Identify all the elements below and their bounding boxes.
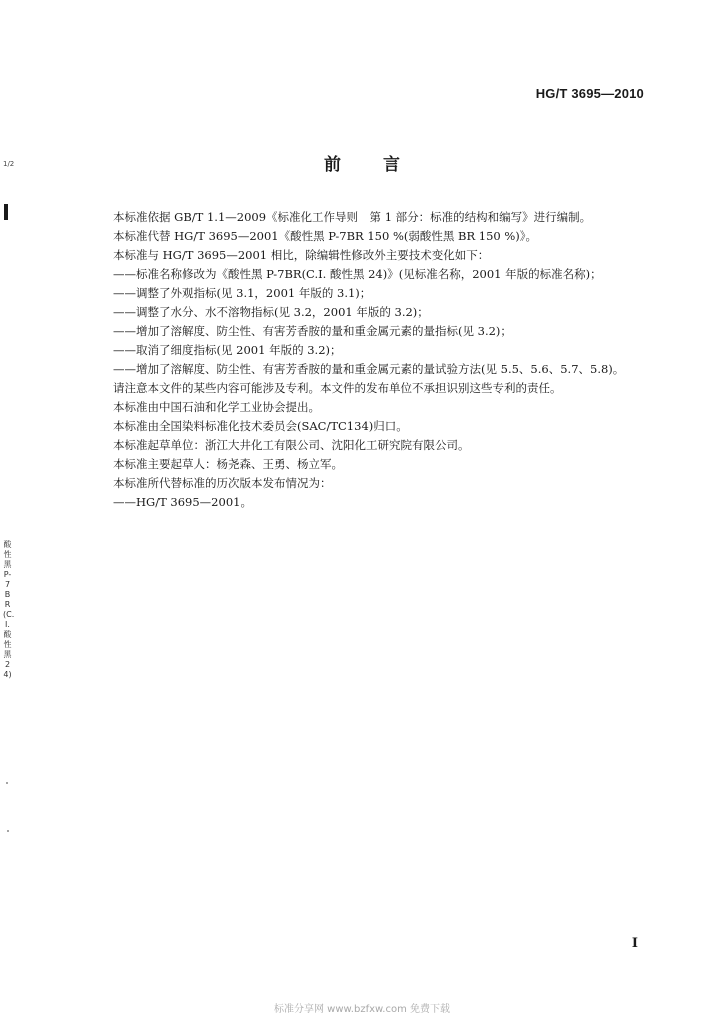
paragraph-line: 本标准依据 GB/T 1.1—2009《标准化工作导则 第 1 部分：标准的结构和编写》进行编制。 (113, 210, 592, 224)
paragraph-line: 本标准由中国石油和化学工业协会提出。 (113, 400, 320, 414)
paragraph-line: 本标准与 HG/T 3695—2001 相比，除编辑性修改外主要技术变化如下： (113, 248, 490, 262)
scan-speck (6, 782, 8, 784)
scan-speck (7, 830, 9, 832)
document-code: HG/T 3695—2010 (535, 86, 644, 101)
paragraph-line: ——取消了细度指标(见 2001 年版的 3.2)； (113, 343, 342, 357)
paragraph-line: 请注意本文件的某些内容可能涉及专利。本文件的发布单位不承担识别这些专利的责任。 (113, 381, 562, 395)
margin-bar (4, 204, 8, 220)
paragraph-line: ——HG/T 3695—2001。 (113, 495, 252, 509)
page-title: 前言 (324, 155, 442, 175)
paragraph-line: 本标准由全国染料标准化技术委员会(SAC/TC134)归口。 (113, 419, 408, 433)
side-label: 酸性黑P-7BR(C.I.酸性黑24) (3, 540, 15, 679)
page-number: I (631, 936, 638, 951)
paragraph-line: 本标准代替 HG/T 3695—2001《酸性黑 P-7BR 150 %(弱酸性黑 BR 150 %)》。 (113, 229, 538, 243)
foreword-body (113, 208, 673, 512)
page-marker: 1/2 (3, 160, 15, 168)
paragraph-line: ——标准名称修改为《酸性黑 P-7BR(C.I. 酸性黑 24)》(见标准名称，2001 年版的标准名称)； (113, 267, 602, 281)
footer-watermark: 标准分享网 www.bzfxw.com 免费下载 (274, 1004, 450, 1015)
paragraph-line: ——增加了溶解度、防尘性、有害芳香胺的量和重金属元素的量指标(见 3.2)； (113, 324, 512, 338)
paragraph-line: ——增加了溶解度、防尘性、有害芳香胺的量和重金属元素的量试验方法(见 5.5、5.6、5.7、5.8)。 (113, 362, 625, 376)
paragraph-line: 本标准主要起草人：杨尧森、王勇、杨立军。 (113, 457, 343, 471)
paragraph-line: 本标准所代替标准的历次版本发布情况为： (113, 476, 332, 490)
paragraph-line: 本标准起草单位：浙江大井化工有限公司、沈阳化工研究院有限公司。 (113, 438, 470, 452)
paragraph-line: ——调整了水分、水不溶物指标(见 3.2，2001 年版的 3.2)； (113, 305, 429, 319)
paragraph-line: ——调整了外观指标(见 3.1，2001 年版的 3.1)； (113, 286, 372, 300)
